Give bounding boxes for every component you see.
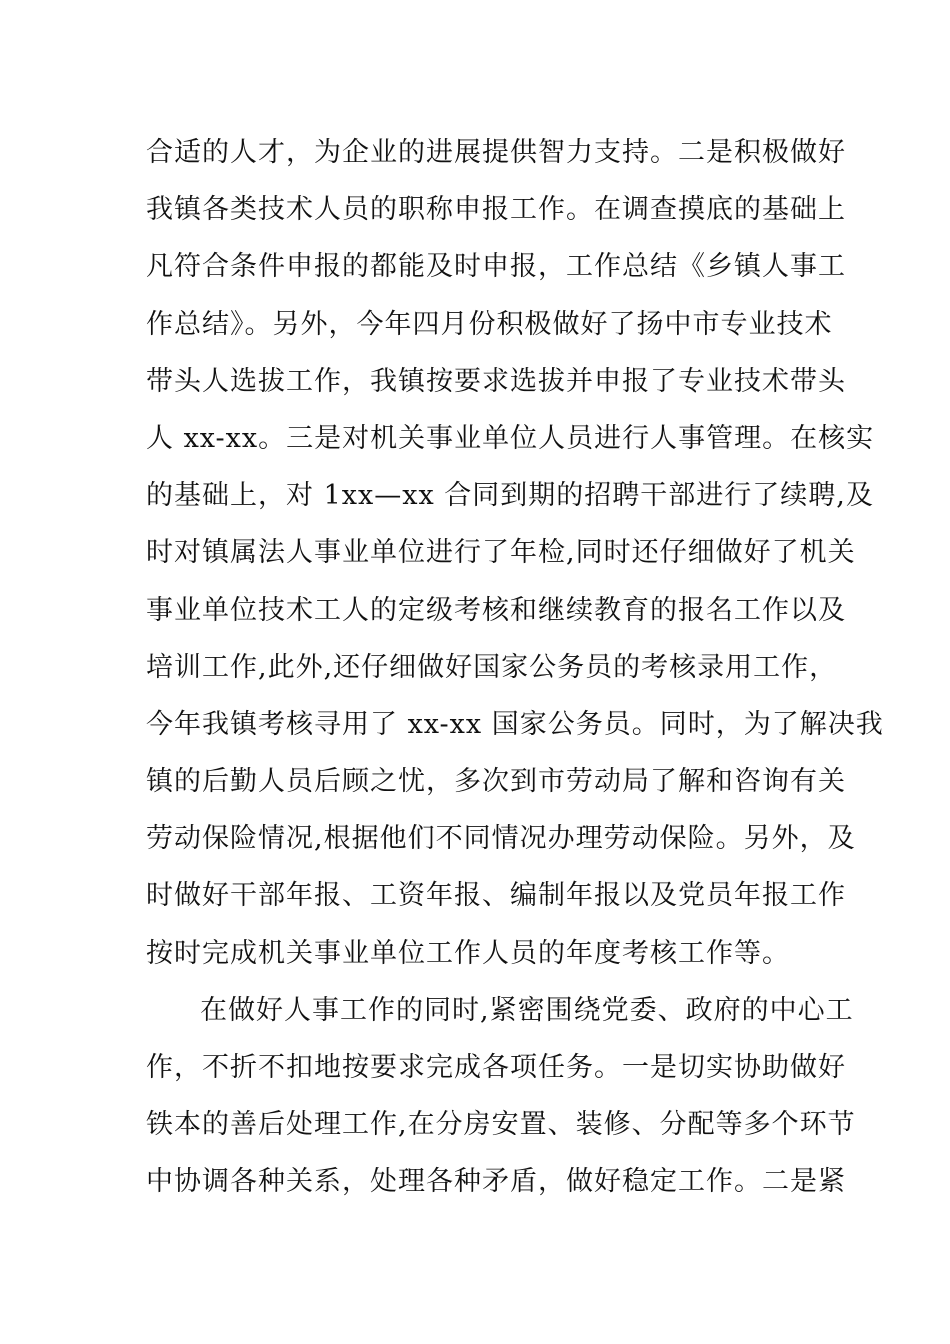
text-line: 人 xx-xx。三是对机关事业单位人员进行人事管理。在核实 (146, 422, 875, 454)
text-line: 今年我镇考核寻用了 xx-xx 国家公务员。同时，为了解决我 (146, 708, 884, 740)
text-line: 凡符合条件申报的都能及时申报，工作总结《乡镇人事工 (146, 251, 846, 283)
text-line: 中协调各种关系，处理各种矛盾，做好稳定工作。二是紧 (146, 1166, 846, 1198)
text-line: 作，不折不扣地按要求完成各项任务。一是切实协助做好 (146, 1052, 846, 1083)
paragraph-start-line: 在做好人事工作的同时,紧密围绕党委、政府的中心工 (200, 994, 854, 1026)
document-body (146, 130, 884, 1217)
text-line: 的基础上，对 1xx—xx 合同到期的招聘干部进行了续聘,及 (146, 480, 874, 512)
text-line: 事业单位技术工人的定级考核和继续教育的报名工作以及 (146, 594, 846, 626)
text-line: 劳动保险情况,根据他们不同情况办理劳动保险。另外，及 (146, 823, 856, 855)
text-line: 培训工作,此外,还仔细做好国家公务员的考核录用工作， (146, 651, 838, 683)
text-line: 时对镇属法人事业单位进行了年检,同时还仔细做好了机关 (146, 537, 856, 569)
text-line: 铁本的善后处理工作,在分房安置、装修、分配等多个环节 (146, 1109, 856, 1141)
text-line: 我镇各类技术人员的职称申报工作。在调查摸底的基础上 (146, 194, 846, 226)
text-line: 时做好干部年报、工资年报、编制年报以及党员年报工作 (146, 880, 846, 912)
text-line: 镇的后勤人员后顾之忧，多次到市劳动局了解和咨询有关 (146, 766, 846, 798)
text-line: 带头人选拔工作，我镇按要求选拔并申报了专业技术带头 (146, 365, 846, 397)
text-line: 作总结》。另外，今年四月份积极做好了扬中市专业技术 (146, 308, 833, 340)
paragraph-end-line: 按时完成机关事业单位工作人员的年度考核工作等。 (146, 937, 790, 969)
text-line: 合适的人才，为企业的进展提供智力支持。二是积极做好 (146, 137, 846, 168)
